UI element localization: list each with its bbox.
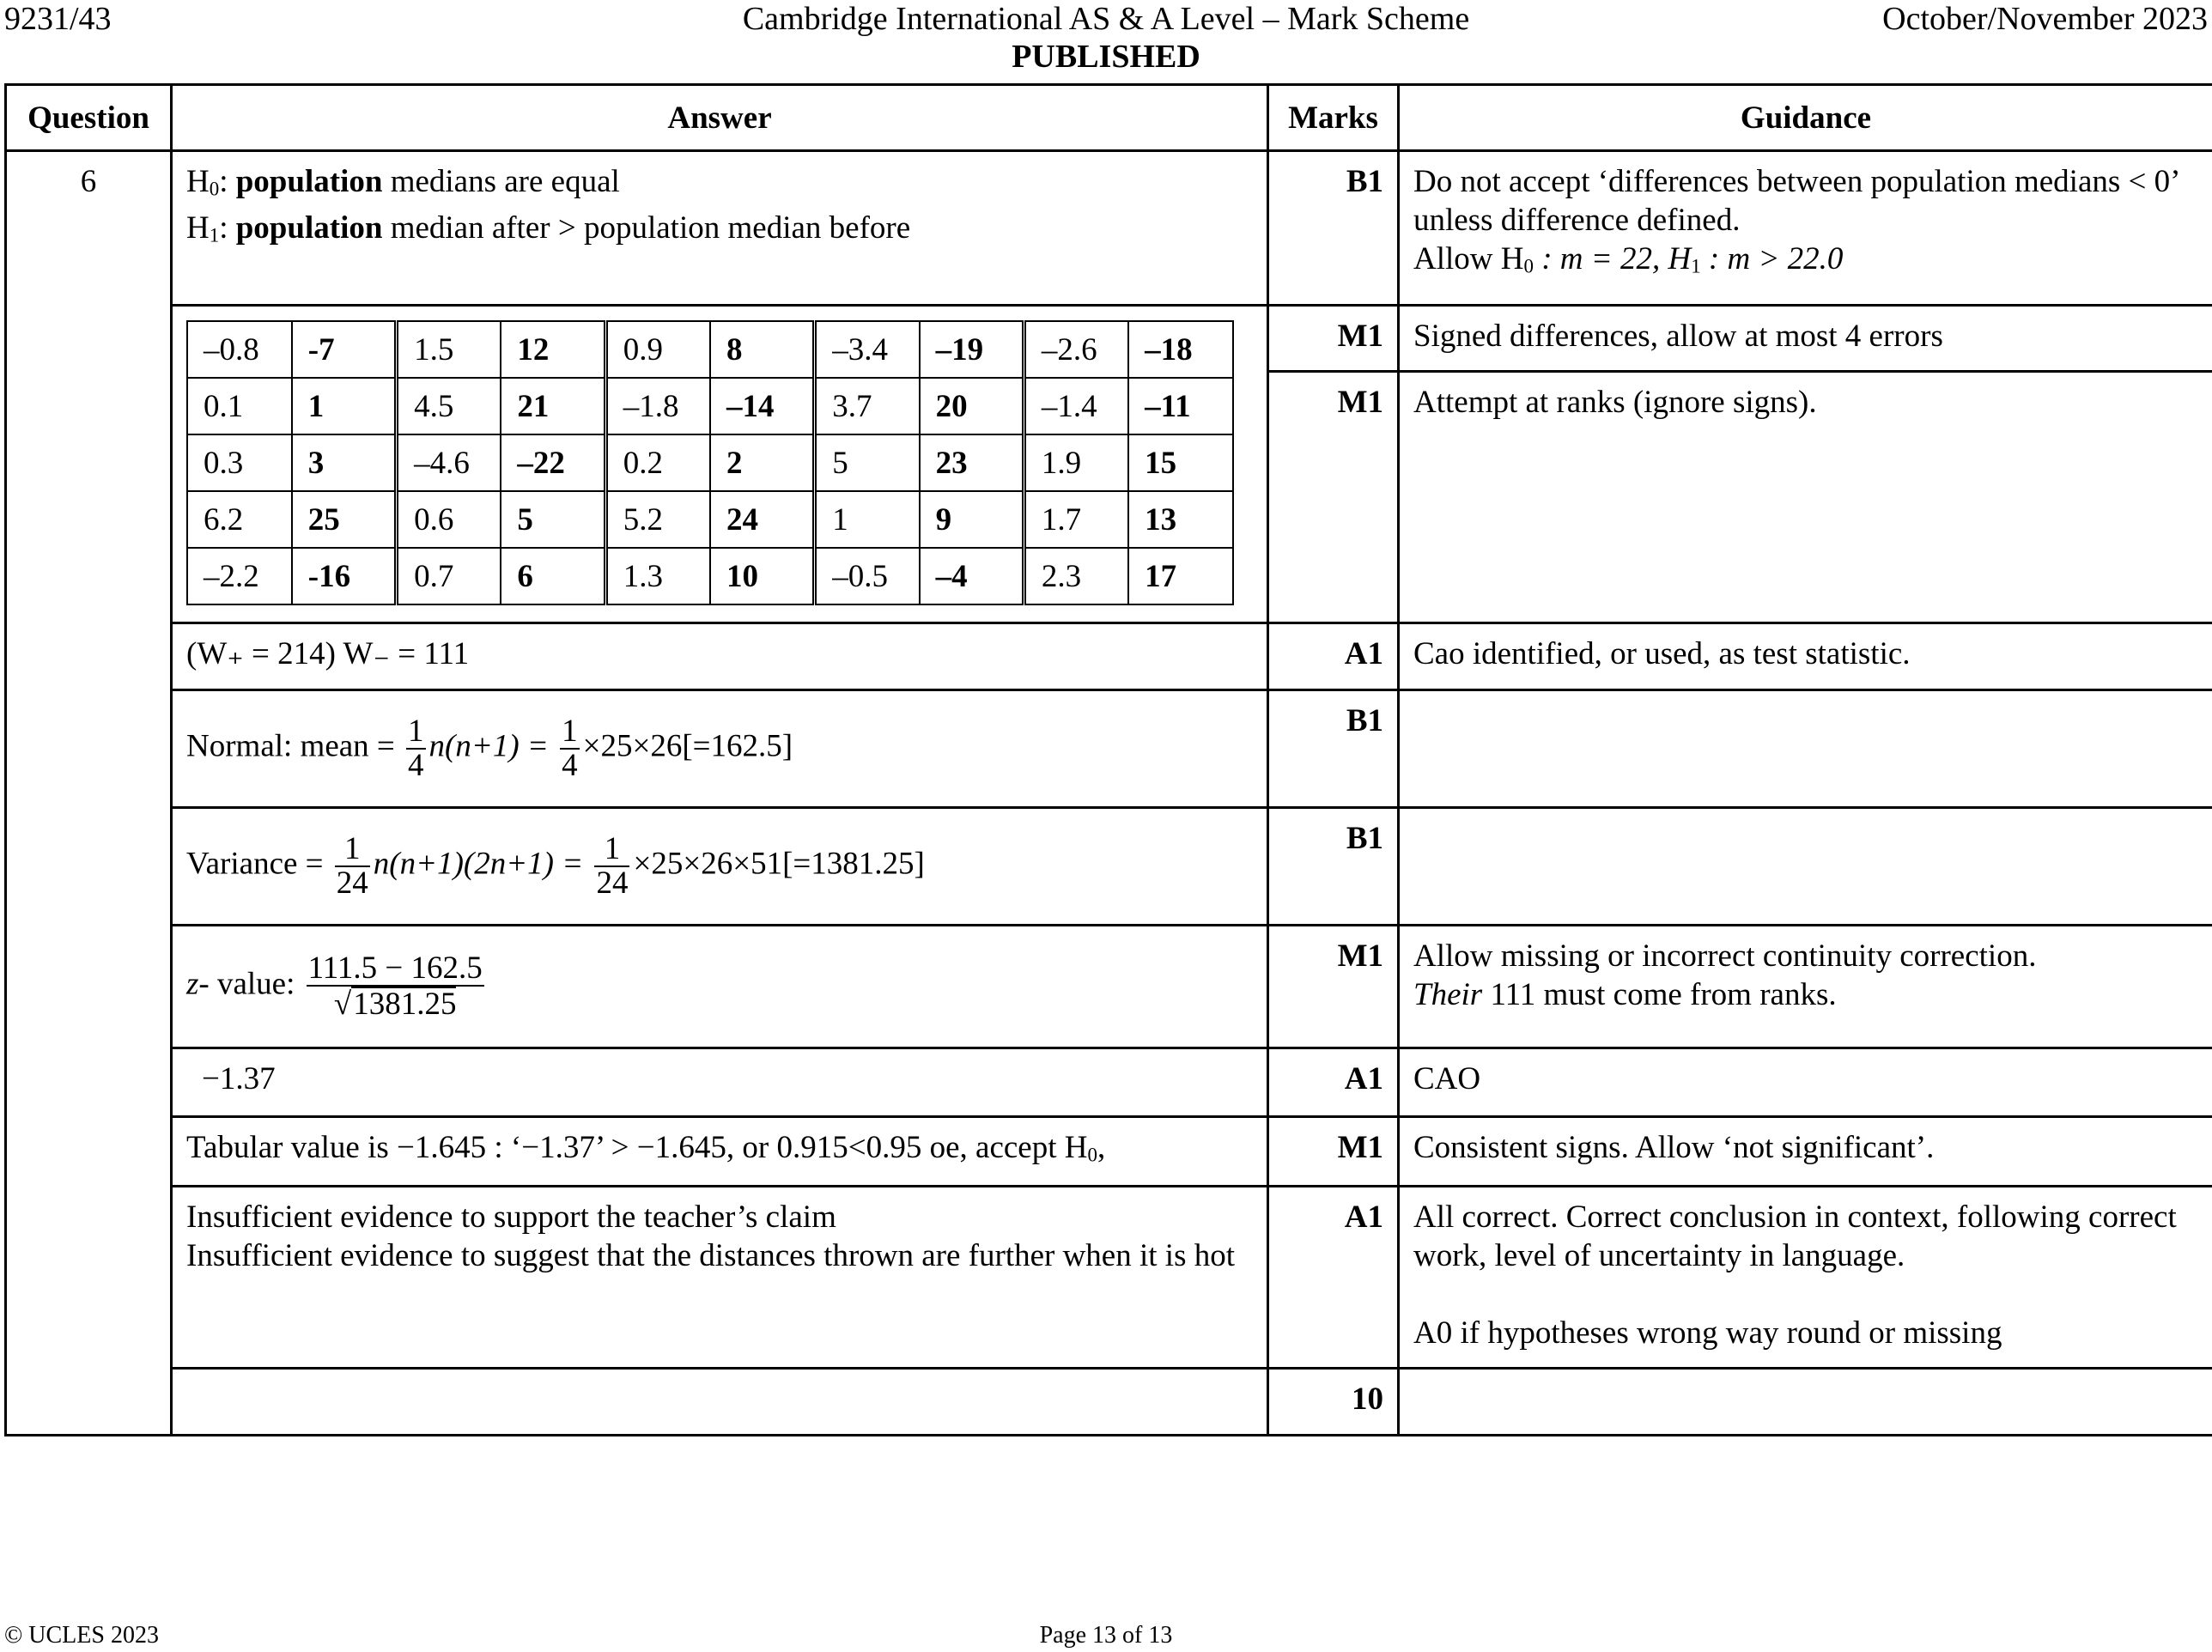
rank-cell: 3 bbox=[292, 434, 397, 491]
signed-difference-cell: 5 bbox=[815, 434, 920, 491]
signed-difference-cell: 1.7 bbox=[1024, 491, 1128, 548]
mark-signed-differences: M1 bbox=[1268, 306, 1399, 372]
signed-difference-cell: 1.9 bbox=[1024, 434, 1128, 491]
rank-cell: 10 bbox=[710, 548, 815, 604]
rank-cell: 1 bbox=[292, 378, 397, 434]
guidance-ranks: Attempt at ranks (ignore signs). bbox=[1399, 372, 2212, 623]
variance-fraction-2: $\frac{1}{24}$ bbox=[596, 831, 629, 901]
signed-difference-cell: 1.5 bbox=[397, 321, 501, 378]
rank-cell: –22 bbox=[501, 434, 605, 491]
differences-grid-row bbox=[187, 378, 1233, 434]
published-label: PUBLISHED bbox=[1012, 39, 1200, 75]
answer-test-statistic: (W₊ = 214) W₋ = 111 bbox=[172, 623, 1268, 690]
signed-difference-cell: 1.3 bbox=[605, 548, 710, 604]
table-row-z-value bbox=[6, 926, 2212, 1048]
mark-z-value: M1 bbox=[1268, 926, 1399, 1048]
variance-fraction: $\frac{1}{24}$ bbox=[336, 831, 368, 901]
signed-difference-cell: –1.8 bbox=[605, 378, 710, 434]
signed-difference-cell: 0.3 bbox=[187, 434, 292, 491]
rank-cell: 15 bbox=[1128, 434, 1233, 491]
mean-fraction-2: $\frac{1}{4}$ bbox=[562, 714, 578, 783]
rank-cell: 2 bbox=[710, 434, 815, 491]
rank-cell: –14 bbox=[710, 378, 815, 434]
rank-cell: –18 bbox=[1128, 321, 1233, 378]
rank-cell: 5 bbox=[501, 491, 605, 548]
rank-cell: 8 bbox=[710, 321, 815, 378]
table-row-total bbox=[6, 1368, 2212, 1435]
rank-cell: 23 bbox=[920, 434, 1024, 491]
table-row-test-statistic bbox=[6, 623, 2212, 690]
document-title: Cambridge International AS & A Level – Mark Scheme bbox=[742, 1, 1470, 37]
signed-difference-cell: –2.2 bbox=[187, 548, 292, 604]
answer-total bbox=[172, 1368, 1268, 1435]
column-header-question: Question bbox=[6, 85, 172, 151]
page-number: Page 13 of 13 bbox=[1039, 1622, 1173, 1649]
table-row-tabular-value bbox=[6, 1117, 2212, 1187]
signed-difference-cell: 1 bbox=[815, 491, 920, 548]
table-row-result bbox=[6, 1048, 2212, 1117]
table-row-differences bbox=[6, 306, 2212, 372]
table-header-row bbox=[6, 85, 2212, 151]
question-number: 6 bbox=[6, 151, 172, 1436]
table-row-hypotheses bbox=[6, 151, 2212, 306]
signed-difference-cell: 3.7 bbox=[815, 378, 920, 434]
guidance-tabular-value: Consistent signs. Allow ‘not significant’. bbox=[1399, 1117, 2212, 1187]
rank-cell: 21 bbox=[501, 378, 605, 434]
guidance-result: CAO bbox=[1399, 1048, 2212, 1117]
answer-mean: Normal: mean = $\frac{1}{4}$ n(n+1) = $\frac{1}{4}$ ×25×26[=162.5] bbox=[172, 690, 1268, 808]
column-header-marks: Marks bbox=[1268, 85, 1399, 151]
signed-difference-cell: 0.2 bbox=[605, 434, 710, 491]
guidance-mean bbox=[1399, 690, 2212, 808]
signed-difference-cell: 0.1 bbox=[187, 378, 292, 434]
mark-variance: B1 bbox=[1268, 808, 1399, 926]
answer-variance: Variance = $\frac{1}{24}$ n(n+1)(2n+1) = $\frac{1}{24}$ ×25×26×51[=1381.25] bbox=[172, 808, 1268, 926]
answer-result: −1.37 bbox=[172, 1048, 1268, 1117]
signed-difference-cell: 5.2 bbox=[605, 491, 710, 548]
rank-cell: 17 bbox=[1128, 548, 1233, 604]
mark-ranks: M1 bbox=[1268, 372, 1399, 623]
signed-difference-cell: –0.8 bbox=[187, 321, 292, 378]
rank-cell: -16 bbox=[292, 548, 397, 604]
mark-scheme-table bbox=[4, 83, 2212, 1436]
copyright: © UCLES 2023 bbox=[4, 1622, 159, 1649]
z-value-fraction: $\frac{111.5 - 162.5}{√1381.25}$ bbox=[307, 951, 483, 1022]
rank-cell: 20 bbox=[920, 378, 1024, 434]
guidance-test-statistic: Cao identified, or used, as test statistic. bbox=[1399, 623, 2212, 690]
mean-fraction: $\frac{1}{4}$ bbox=[408, 714, 424, 783]
rank-cell: 24 bbox=[710, 491, 815, 548]
guidance-total bbox=[1399, 1368, 2212, 1435]
signed-difference-cell: 4.5 bbox=[397, 378, 501, 434]
exam-session: October/November 2023 bbox=[1882, 1, 2208, 37]
rank-cell: 12 bbox=[501, 321, 605, 378]
rank-cell: –4 bbox=[920, 548, 1024, 604]
mark-conclusion: A1 bbox=[1268, 1186, 1399, 1368]
rank-cell: 9 bbox=[920, 491, 1024, 548]
total-marks: 10 bbox=[1268, 1368, 1399, 1435]
rank-cell: –11 bbox=[1128, 378, 1233, 434]
rank-cell: –19 bbox=[920, 321, 1024, 378]
answer-tabular-value: Tabular value is −1.645 : ‘−1.37’ > −1.645, or 0.915<0.95 oe, accept $H_0$, bbox=[172, 1117, 1268, 1187]
differences-grid-row bbox=[187, 491, 1233, 548]
differences-grid bbox=[186, 320, 1234, 605]
signed-difference-cell: –0.5 bbox=[815, 548, 920, 604]
rank-cell: -7 bbox=[292, 321, 397, 378]
rank-cell: 13 bbox=[1128, 491, 1233, 548]
rank-cell: 25 bbox=[292, 491, 397, 548]
mark-mean: B1 bbox=[1268, 690, 1399, 808]
mark-result: A1 bbox=[1268, 1048, 1399, 1117]
mark-test-statistic: A1 bbox=[1268, 623, 1399, 690]
column-header-answer: Answer bbox=[172, 85, 1268, 151]
differences-grid-row bbox=[187, 548, 1233, 604]
rank-cell: 6 bbox=[501, 548, 605, 604]
signed-difference-cell: 0.9 bbox=[605, 321, 710, 378]
table-row-mean bbox=[6, 690, 2212, 808]
signed-difference-cell: 0.6 bbox=[397, 491, 501, 548]
signed-difference-cell: 2.3 bbox=[1024, 548, 1128, 604]
null-hypothesis: $H_0$: population medians are equal bbox=[186, 164, 620, 200]
mark-hypotheses: B1 bbox=[1268, 151, 1399, 306]
table-row-conclusion bbox=[6, 1186, 2212, 1368]
differences-grid-row bbox=[187, 434, 1233, 491]
mark-tabular-value: M1 bbox=[1268, 1117, 1399, 1187]
guidance-signed-differences: Signed differences, allow at most 4 errors bbox=[1399, 306, 2212, 372]
signed-difference-cell: –1.4 bbox=[1024, 378, 1128, 434]
signed-difference-cell: 0.7 bbox=[397, 548, 501, 604]
answer-z-value: z- value: $\frac{111.5 - 162.5}{√1381.25}$ bbox=[172, 926, 1268, 1048]
guidance-z-value: Allow missing or incorrect continuity correction. Their 111 must come from ranks. bbox=[1399, 926, 2212, 1048]
answer-hypotheses bbox=[172, 151, 1268, 306]
answer-conclusion: Insufficient evidence to support the teacher’s claim Insufficient evidence to suggest that the distances thrown are further when it is hot bbox=[172, 1186, 1268, 1368]
signed-difference-cell: 6.2 bbox=[187, 491, 292, 548]
signed-difference-cell: –2.6 bbox=[1024, 321, 1128, 378]
guidance-variance bbox=[1399, 808, 2212, 926]
column-header-guidance: Guidance bbox=[1399, 85, 2212, 151]
differences-grid-row bbox=[187, 321, 1233, 378]
guidance-hypotheses: Do not accept ‘differences between population medians < 0’ unless difference defined. Allow $H_0$ : m = 22, $H_1$ : m > 22.0 bbox=[1399, 151, 2212, 306]
table-row-variance bbox=[6, 808, 2212, 926]
signed-difference-cell: –3.4 bbox=[815, 321, 920, 378]
alternative-hypothesis: $H_1$: population median after > population median before bbox=[186, 210, 911, 246]
signed-difference-cell: –4.6 bbox=[397, 434, 501, 491]
guidance-conclusion: All correct. Correct conclusion in context, following correct work, level of uncertainty in language. A0 if hypotheses wrong way round or missing bbox=[1399, 1186, 2212, 1368]
paper-code: 9231/43 bbox=[4, 1, 112, 37]
answer-differences bbox=[172, 306, 1268, 623]
